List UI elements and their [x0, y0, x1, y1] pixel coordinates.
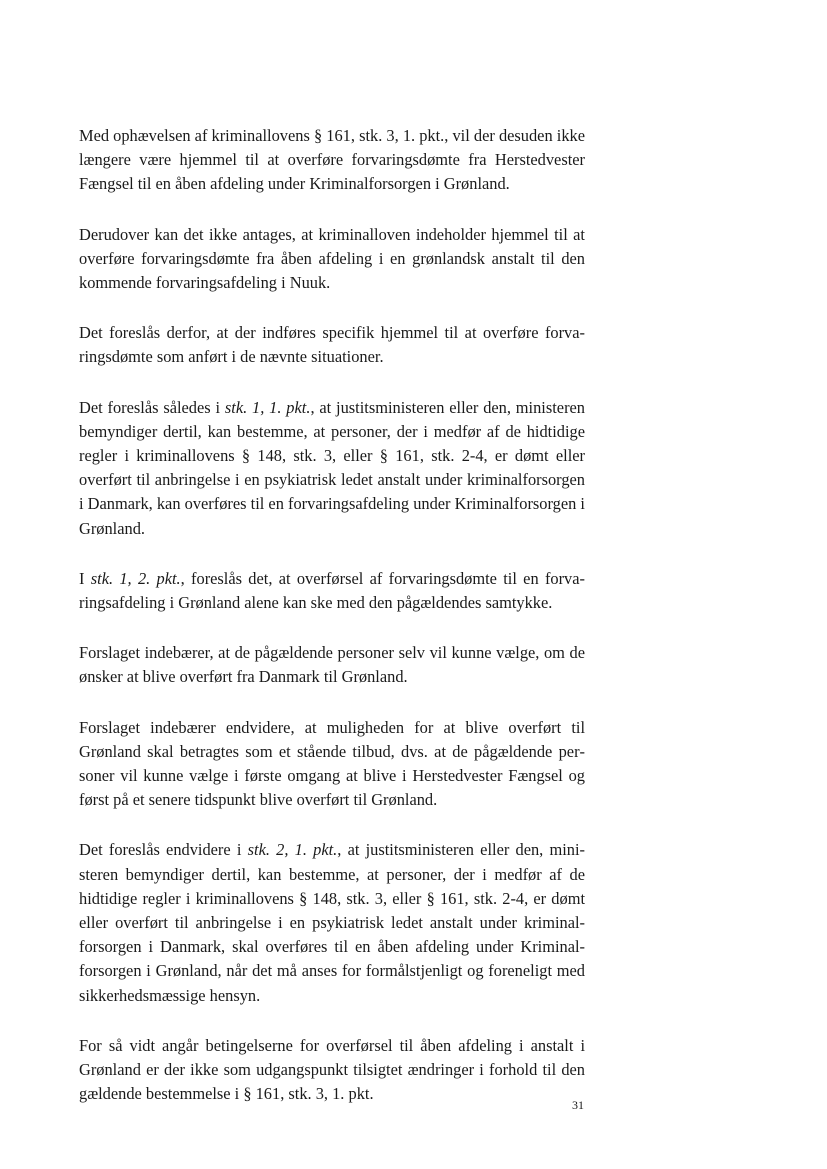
paragraph: [79, 641, 585, 689]
paragraph-text: Med ophævelsen af kriminallovens § 161, stk. 3, 1. pkt., vil der desuden ikke længere være hjemmel til at overføre forvaringsdømte fra Herstedvester Fængsel til en åben afdeling under Kriminalforsorgen i Grønland.: [79, 126, 585, 194]
paragraph: [79, 223, 585, 296]
paragraph-text: For så vidt angår betingelserne for overførsel til åben afdeling i anstalt i Grønland er der ikke som udgangspunkt tilsigtet ændringer i forhold til den gældende bestemmelse i § 161, stk. 3, 1. pkt.: [79, 1035, 585, 1104]
italic-reference: stk. 1, 1. pkt.: [224, 397, 311, 417]
paragraph: [79, 1034, 585, 1107]
paragraph-text: , foreslås det, at overførsel af forvaringsdømte til en forvaringsafdeling i Grønland alene kan ske med den pågældendes samtykke.: [79, 568, 585, 613]
italic-reference: stk. 2, 1. pkt.: [247, 840, 338, 860]
paragraph-text: , at justitsministeren eller den, ministeren bemyndiger dertil, kan bestemme, at personer, der i medfør af de hidtidige regler i kriminallovens § 148, stk. 3, eller § 161, stk. 2-4, er dømt eller overført til anbringelse i en psykiatrisk ledet anstalt under kriminalforsorgen i Danmark, kan overføres til en forvaringsafdeling under Kriminalforsorgen i Grønland.: [79, 397, 585, 538]
document-body: [79, 124, 585, 1133]
paragraph: [79, 838, 585, 1007]
paragraph-text: Forslaget indebærer endvidere, at muligheden for at blive overført til Grønland skal betragtes som et stående tilbud, dvs. at de pågældende personer vil kunne vælge i første omgang at blive i Herstedvester Fængsel og først på et senere tidspunkt blive overført til Grønland.: [79, 717, 585, 810]
paragraph-text: I: [79, 568, 91, 588]
italic-reference: stk. 1, 2. pkt.: [90, 568, 181, 588]
paragraph-text: Det foreslås endvidere i: [79, 840, 248, 860]
paragraph: [79, 396, 585, 541]
paragraph-text: Forslaget indebærer, at de pågældende personer selv vil kunne vælge, om de ønsker at blive overført fra Danmark til Grønland.: [79, 643, 585, 687]
paragraph-text: Det foreslås derfor, at der indføres specifik hjemmel til at overføre forvaringsdømte som anført i de nævnte situationer.: [79, 323, 585, 367]
paragraph-text: Derudover kan det ikke antages, at kriminalloven indeholder hjemmel til at overføre forvaringsdømte fra åben afdeling i en grønlandsk anstalt til den kommende forvaringsafdeling i Nuuk.: [79, 224, 585, 293]
paragraph: [79, 716, 585, 813]
paragraph-text: Det foreslås således i: [79, 397, 225, 417]
paragraph: [79, 321, 585, 369]
page-number: 31: [572, 1098, 584, 1112]
paragraph: [79, 124, 585, 197]
paragraph: [79, 567, 585, 615]
paragraph-text: , at justitsministeren eller den, ministeren bemyndiger dertil, kan bestemme, at personer, der i medfør af de hidtidige regler i kriminallovens § 148, stk. 3, eller § 161, stk. 2-4, er dømt eller overført til anbringelse i en psykiatrisk ledet anstalt under kriminalforsorgen i Danmark, skal overføres til en åben afdeling under Kriminalforsorgen i Grønland, når det må anses for formålstjenligt og foreneligt med sikkerhedsmæssige hensyn.: [79, 840, 585, 1005]
